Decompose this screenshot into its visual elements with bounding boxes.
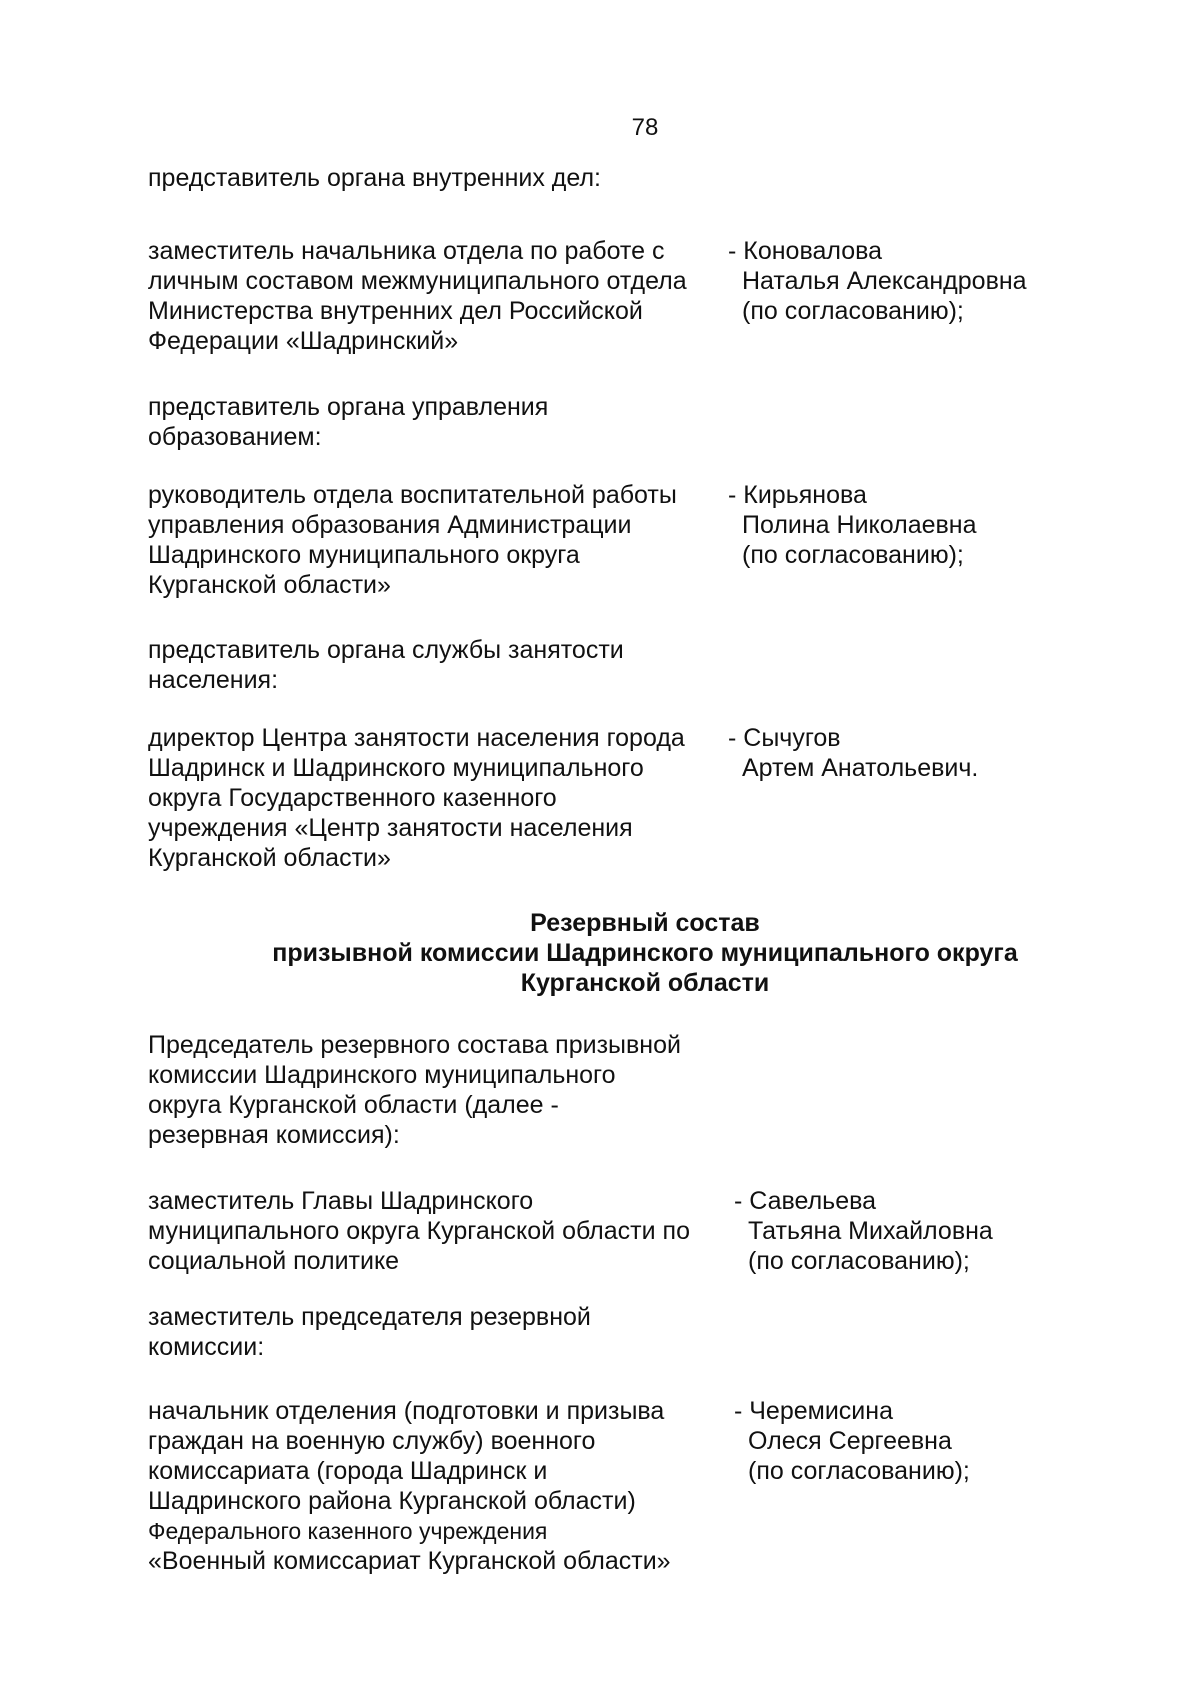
text-line: Председатель резервного состава призывной	[148, 1031, 681, 1059]
person-surname: - Коновалова	[728, 237, 883, 265]
text-line: заместитель начальника отдела по работе с	[148, 237, 665, 265]
person-cheremisina	[734, 1396, 1174, 1486]
text-line: комиссариата (города Шадринск и	[148, 1457, 548, 1485]
text-line: Министерства внутренних дел Российской	[148, 297, 643, 325]
position-description-reserve-chairman	[148, 1186, 728, 1276]
person-kiryanova	[728, 480, 1168, 570]
text-line: резервная комиссия):	[148, 1121, 400, 1149]
position-description-internal-affairs	[148, 236, 728, 356]
text-line: Курганской области»	[148, 844, 391, 872]
person-surname: - Черемисина	[734, 1397, 893, 1425]
text-line: заместитель председателя резервной	[148, 1303, 591, 1331]
text-line: начальник отделения (подготовки и призыва	[148, 1397, 665, 1425]
person-given-names: Наталья Александровна	[742, 267, 1027, 295]
text-line: Федерации «Шадринский»	[148, 327, 459, 355]
page-number: 78	[631, 114, 659, 141]
person-note: (по согласованию);	[748, 1247, 970, 1275]
text-line: представитель органа управления	[148, 393, 549, 421]
section-heading-internal-affairs	[148, 163, 728, 193]
person-sychugov	[728, 723, 1168, 783]
title-line: Курганской области	[520, 969, 770, 997]
text-line: образованием:	[148, 423, 322, 451]
person-surname: - Сычугов	[728, 724, 841, 752]
text-line: социальной политике	[148, 1247, 400, 1275]
text-line: представитель органа внутренних дел:	[148, 164, 602, 192]
position-description-reserve-deputy	[148, 1396, 728, 1576]
section-heading-employment	[148, 635, 728, 695]
person-note: (по согласованию);	[742, 541, 964, 569]
text-line: населения:	[148, 666, 279, 694]
position-description-employment	[148, 723, 728, 873]
person-konovalova	[728, 236, 1168, 326]
text-line: заместитель Главы Шадринского	[148, 1187, 534, 1215]
text-line: комиссии Шадринского муниципального	[148, 1061, 616, 1089]
text-line: Шадринск и Шадринского муниципального	[148, 754, 644, 782]
text-line: Шадринского муниципального округа	[148, 541, 580, 569]
text-line: личным составом межмуниципального отдела	[148, 267, 687, 295]
section-heading-education	[148, 392, 728, 452]
text-line: муниципального округа Курганской области по	[148, 1217, 690, 1245]
section-heading-reserve-deputy	[148, 1302, 728, 1362]
person-note: (по согласованию);	[748, 1457, 970, 1485]
text-line: учреждения «Центр занятости населения	[148, 814, 633, 842]
section-heading-reserve-chairman	[148, 1030, 728, 1150]
person-surname: - Кирьянова	[728, 481, 867, 509]
person-note: (по согласованию);	[742, 297, 964, 325]
text-line: Курганской области»	[148, 571, 391, 599]
person-savelyeva	[734, 1186, 1174, 1276]
person-given-names: Полина Николаевна	[742, 511, 977, 539]
person-given-names: Артем Анатольевич.	[742, 754, 979, 782]
text-line: округа Курганской области (далее -	[148, 1091, 559, 1119]
reserve-section-title	[0, 908, 1200, 998]
person-surname: - Савельева	[734, 1187, 877, 1215]
person-given-names: Олеся Сергеевна	[748, 1427, 952, 1455]
text-line: управления образования Администрации	[148, 511, 632, 539]
text-line: руководитель отдела воспитательной работы	[148, 481, 677, 509]
text-line: представитель органа службы занятости	[148, 636, 624, 664]
title-line: призывной комиссии Шадринского муниципального округа	[272, 939, 1018, 967]
position-description-education	[148, 480, 728, 600]
text-line: Федерального казенного учреждения	[148, 1518, 548, 1544]
title-line: Резервный состав	[530, 909, 760, 937]
text-line: директор Центра занятости населения города	[148, 724, 685, 752]
text-line: комиссии:	[148, 1333, 265, 1361]
text-line: «Военный комиссариат Курганской области»	[148, 1547, 671, 1575]
text-line: округа Государственного казенного	[148, 784, 557, 812]
person-given-names: Татьяна Михайловна	[748, 1217, 993, 1245]
text-line: Шадринского района Курганской области)	[148, 1487, 636, 1515]
text-line: граждан на военную службу) военного	[148, 1427, 596, 1455]
